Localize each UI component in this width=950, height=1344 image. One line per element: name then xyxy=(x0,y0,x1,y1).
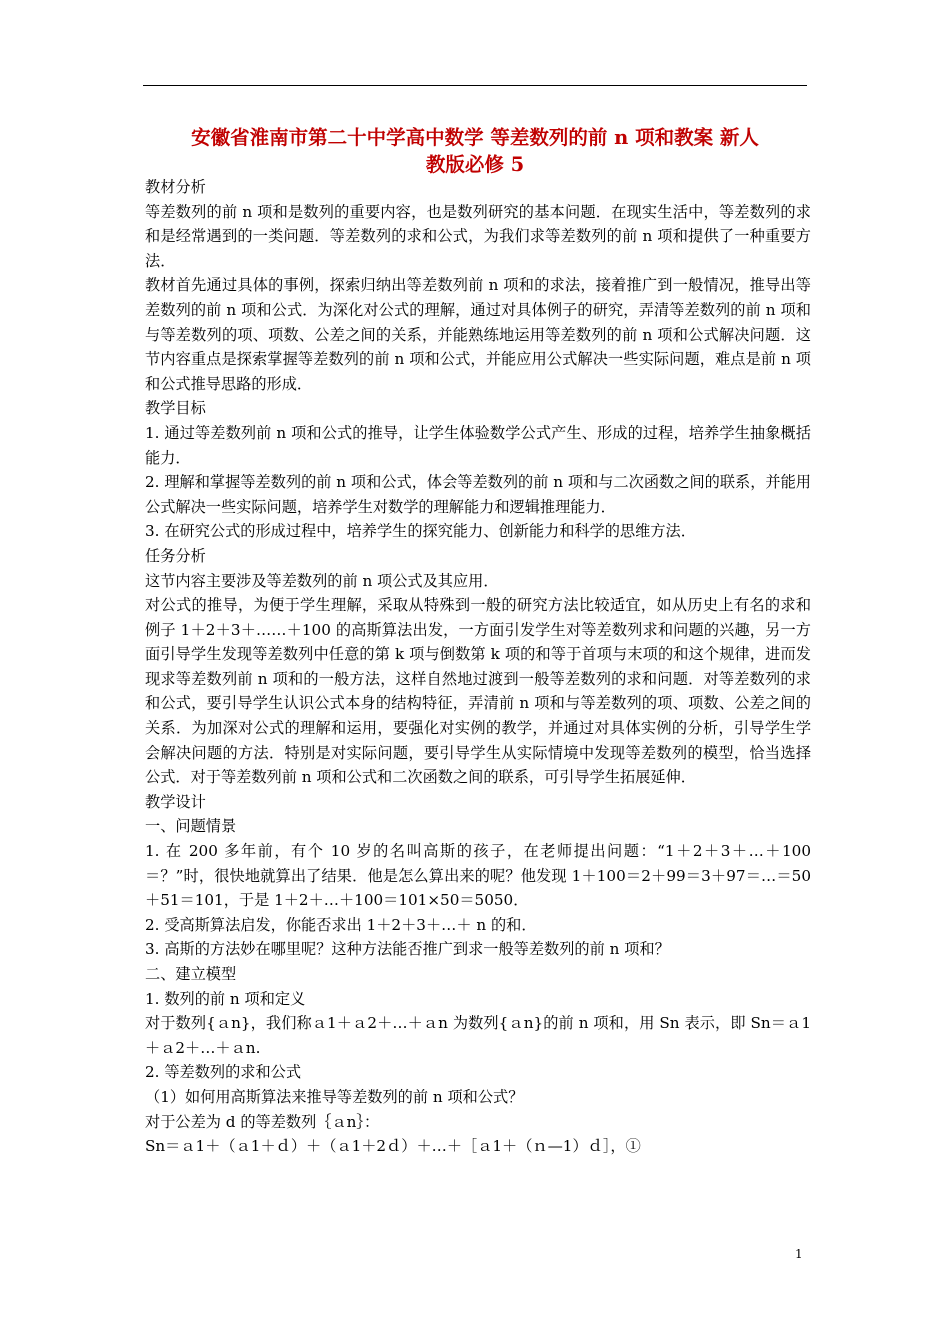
list-item: 1. 在 200 多年前，有个 10 岁的名叫高斯的孩子，在老师提出问题：“1＋2＋3＋…＋100＝？”时，很快地就算出了结果．他是怎么算出来的呢？他发现 1＋100＝2＋99＝3＋97＝…＝50＋51＝101，于是 1＋2＋…＋100＝101×50＝5050． xyxy=(145,842,811,910)
formula-line: Sn＝ａ1＋（ａ1＋ｄ）＋（ａ1＋2ｄ）＋…＋［ａ1＋（ｎ—1）ｄ］，① xyxy=(145,1137,641,1156)
section-heading-objectives: 教学目标 xyxy=(145,399,206,418)
title-line-1: 安徽省淮南市第二十中学高中数学 等差数列的前 n 项和教案 新人 xyxy=(191,126,759,149)
list-item: 3. 高斯的方法妙在哪里呢？这种方法能否推广到求一般等差数列的前 n 项和？ xyxy=(145,940,670,959)
paragraph: 对于公差为 d 的等差数列｛ａn｝： xyxy=(145,1112,380,1131)
section-heading-materials: 教材分析 xyxy=(145,178,206,196)
paragraph: 对于数列{ａn}，我们称ａ1＋ａ2＋…＋ａn 为数列{ａn}的前 n 项和，用 Sn 表示，即 Sn＝ａ1＋ａ2＋…＋ａn. xyxy=(145,1014,811,1057)
paragraph: 对公式的推导，为便于学生理解，采取从特殊到一般的研究方法比较适宜，如从历史上有名的求和例子 1＋2＋3＋……＋100 的高斯算法出发，一方面引发学生对等差数列求和问题的兴趣，另一方面引导学生发现等差数列中任意的第 k 项与倒数第 k 项的和等于首项与末项的和这个规律，进而发现求等差数列前 n 项和的一般方法，这样自然地过渡到一般等差数列的求和问题．对等差数列的求和公式，要引导学生认识公式本身的结构特征，弄清前 n 项和与等差数列的项、项数、公差之间的关系．为加深对公式的理解和运用，要强化对实例的教学，并通过对具体实例的分析，引导学生学会解决问题的方法．特别是对实际问题，要引导学生从实际情境中发现等差数列的模型，恰当选择公式．对于等差数列前 n 项和公式和二次函数之间的联系，可引导学生拓展延伸． xyxy=(145,596,811,787)
list-item: 1. 数列的前 n 项和定义 xyxy=(145,989,306,1008)
paragraph: 等差数列的前 n 项和是数列的重要内容，也是数列研究的基本问题．在现实生活中，等差数列的求和是经常遇到的一类问题．等差数列的求和公式，为我们求等差数列的前 n 项和提供了一种重要方法． xyxy=(145,202,811,270)
page-number: 1 xyxy=(795,1247,803,1261)
list-item: 2. 受高斯算法启发，你能否求出 1＋2＋3＋…＋ n 的和． xyxy=(145,915,537,934)
paragraph: 这节内容主要涉及等差数列的前 n 项公式及其应用． xyxy=(145,571,499,590)
list-item: 2. 等差数列的求和公式 xyxy=(145,1063,302,1082)
subsection-heading: 一、问题情景 xyxy=(145,817,237,836)
document-title xyxy=(143,124,807,178)
subsection-heading: 二、建立模型 xyxy=(145,965,237,983)
section-heading-task-analysis: 任务分析 xyxy=(145,546,206,565)
list-item: 1. 通过等差数列前 n 项和公式的推导，让学生体验数学公式产生、形成的过程，培养学生抽象概括能力． xyxy=(145,423,811,467)
section-heading-design: 教学设计 xyxy=(145,792,206,811)
paragraph: 教材首先通过具体的事例，探索归纳出等差数列前 n 项和的求法，接着推广到一般情况，推导出等差数列的前 n 项和公式．为深化对公式的理解，通过对具体例子的研究，弄清等差数列的前 n 项和与等差数列的项、项数、公差之间的关系，并能熟练地运用等差数列的前 n 项和公式解决问题．这节内容重点是探索掌握等差数列的前 n 项和公式，并能应用公式解决一些实际问题，难点是前 n 项和公式推导思路的形成． xyxy=(145,276,811,393)
paragraph: （1）如何用高斯算法来推导等差数列的前 n 项和公式？ xyxy=(145,1087,524,1106)
document-body xyxy=(145,175,811,1159)
list-item: 2. 理解和掌握等差数列的前 n 项和公式，体会等差数列的前 n 项和与二次函数之间的联系，并能用公式解决一些实际问题，培养学生对数学的理解能力和逻辑推理能力． xyxy=(145,473,811,516)
header-rule xyxy=(143,85,807,86)
title-line-2: 教版必修 5 xyxy=(425,153,525,176)
list-item: 3. 在研究公式的形成过程中，培养学生的探究能力、创新能力和科学的思维方法． xyxy=(145,522,696,541)
